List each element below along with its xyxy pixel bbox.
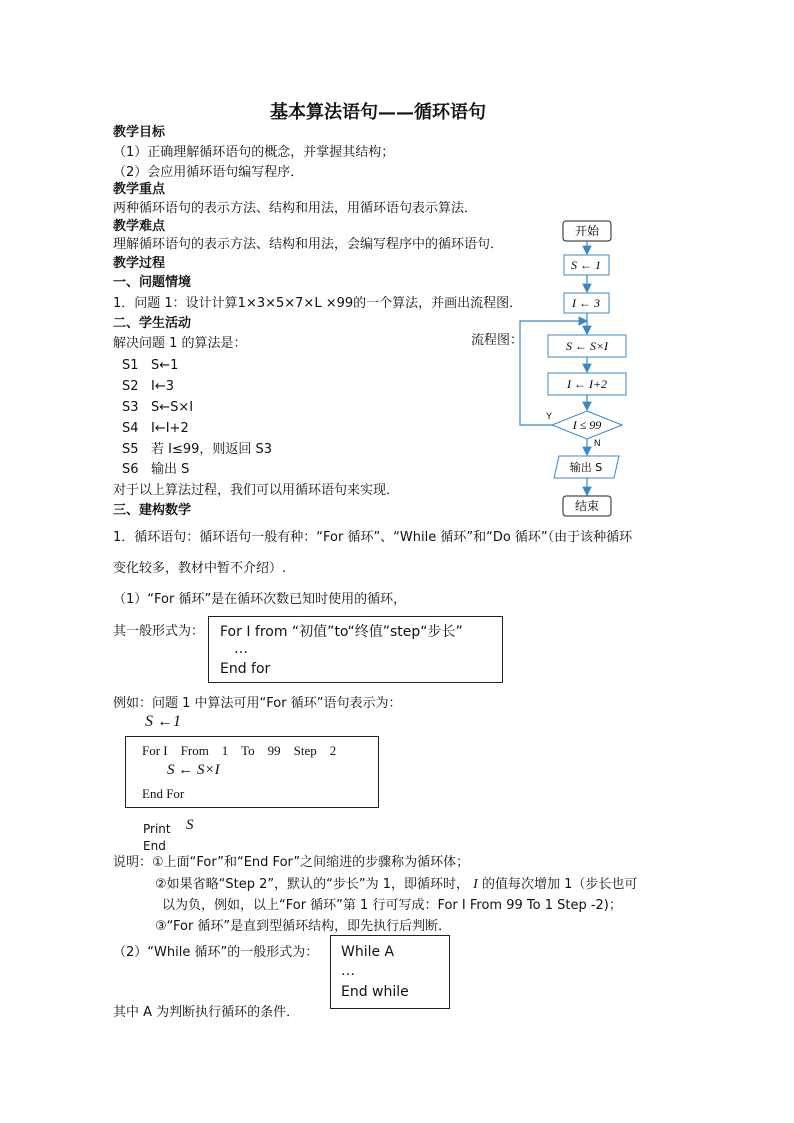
flowchart-no-label: N [594, 438, 601, 448]
step-text: I←3 [151, 379, 174, 394]
for-code-box [125, 736, 379, 808]
while-syntax-line3: End while [341, 984, 409, 1000]
for-loop-intro: （1）“For 循环”是在循环次数已知时使用的循环， [113, 592, 407, 607]
goal-item-2: （2）会应用循环语句编写程序． [113, 165, 304, 180]
flowchart-end-label: 结束 [574, 499, 600, 513]
step-label: S2 [122, 379, 139, 394]
code-line3: End For [142, 786, 185, 801]
step-text: 输出 S [151, 462, 190, 477]
for-syntax-line1: For I from “初值”to“终值”step“步长” [220, 624, 463, 640]
step-text: S←1 [151, 358, 179, 373]
key-points-heading: 教学重点 [113, 182, 166, 197]
section3-para1-line1: 1．循环语句：循环语句一般有种：“For 循环”、“While 循环”和“Do 循环”（由于该种循环 [113, 530, 633, 545]
flowchart-output-label: 输出 S [569, 461, 603, 474]
example-intro: 例如：问题 1 中算法可用“For 循环”语句表示为： [113, 696, 402, 711]
note-line2-var: I [473, 877, 478, 892]
flowchart-s-init-label: S ← 1 [571, 258, 601, 272]
page-title: 基本算法语句——循环语句 [270, 102, 486, 123]
step-label: S6 [122, 462, 139, 477]
problem-1: 1．问题 1：设计计算1×3×5×7×L ×99的一个算法，并画出流程图． [113, 296, 523, 311]
code-line1: For I From 1 To 99 Step 2 [142, 743, 337, 758]
section3-heading: 三、建构数学 [113, 503, 192, 518]
algorithm-conclusion: 对于以上算法过程，我们可以用循环语句来实现． [113, 483, 400, 498]
goals-heading: 教学目标 [113, 125, 166, 140]
while-syntax-line1: While A [341, 944, 395, 960]
step-text: S←S×I [151, 400, 194, 415]
step-label: S5 [122, 442, 139, 457]
print-variable: S [186, 817, 194, 833]
flowchart-caption: 流程图： [471, 333, 524, 348]
flowchart-s-update-label: S ← S×I [565, 339, 609, 353]
while-syntax-box [330, 935, 450, 1009]
key-points-text: 两种循环语句的表示方法、结构和用法，用循环语句表示算法． [113, 201, 478, 216]
pre-code-statement: S ←1 [145, 713, 181, 730]
end-keyword: End [143, 839, 166, 853]
step-text: I←I+2 [151, 421, 189, 436]
section1-heading: 一、问题情境 [113, 275, 192, 290]
general-form-label: 其一般形式为： [113, 624, 205, 639]
difficulties-text: 理解循环语句的表示方法、结构和用法，会编写程序中的循环语句． [113, 237, 504, 252]
note-line3: 以为负，例如，以上“For 循环”第 1 行可写成：For I From 99 To 1 Step -2)； [162, 898, 622, 913]
while-syntax-line2: … [341, 963, 355, 979]
process-heading: 教学过程 [113, 256, 166, 271]
flowchart [515, 215, 635, 520]
for-syntax-line2: … [234, 641, 248, 657]
flowchart-i-init-label: I ← 3 [572, 296, 600, 310]
step-label: S1 [122, 358, 139, 373]
note-line2-text: ②如果省略“Step 2”，默认的“步长”为 1，即循环时， [155, 877, 469, 892]
for-syntax-box [208, 616, 503, 683]
for-syntax-line3: End for [220, 661, 271, 677]
section2-heading: 二、学生活动 [113, 316, 192, 331]
difficulties-heading: 教学难点 [113, 219, 166, 234]
note-line1: 说明：①上面“For”和“End For”之间缩进的步骤称为循环体； [113, 855, 470, 870]
code-line2: S ← S×I [167, 762, 220, 778]
flowchart-start-label: 开始 [574, 224, 600, 238]
section3-para1-line2: 变化较多，教材中暂不介绍）. [113, 561, 287, 576]
flowchart-condition-label: I ≤ 99 [572, 418, 602, 432]
note-line2-rest: 的值每次增加 1（步长也可 [481, 877, 638, 892]
step-text: 若 I≤99，则返回 S3 [151, 442, 273, 457]
step-label: S4 [122, 421, 139, 436]
note-line4: ③“For 循环”是直到型循环结构，即先执行后判断． [155, 919, 452, 934]
while-intro: （2）“While 循环”的一般形式为： [113, 945, 319, 960]
print-keyword: Print [143, 822, 171, 836]
while-note: 其中 A 为判断执行循环的条件． [113, 1005, 300, 1020]
flowchart-i-update-label: I ← I+2 [566, 377, 608, 391]
step-label: S3 [122, 400, 139, 415]
note-line2 [155, 877, 637, 893]
goal-item-1: （1）正确理解循环语句的概念，并掌握其结构； [113, 145, 395, 160]
flowchart-yes-label: Y [546, 411, 553, 421]
algorithm-intro: 解决问题 1 的算法是： [113, 336, 247, 351]
